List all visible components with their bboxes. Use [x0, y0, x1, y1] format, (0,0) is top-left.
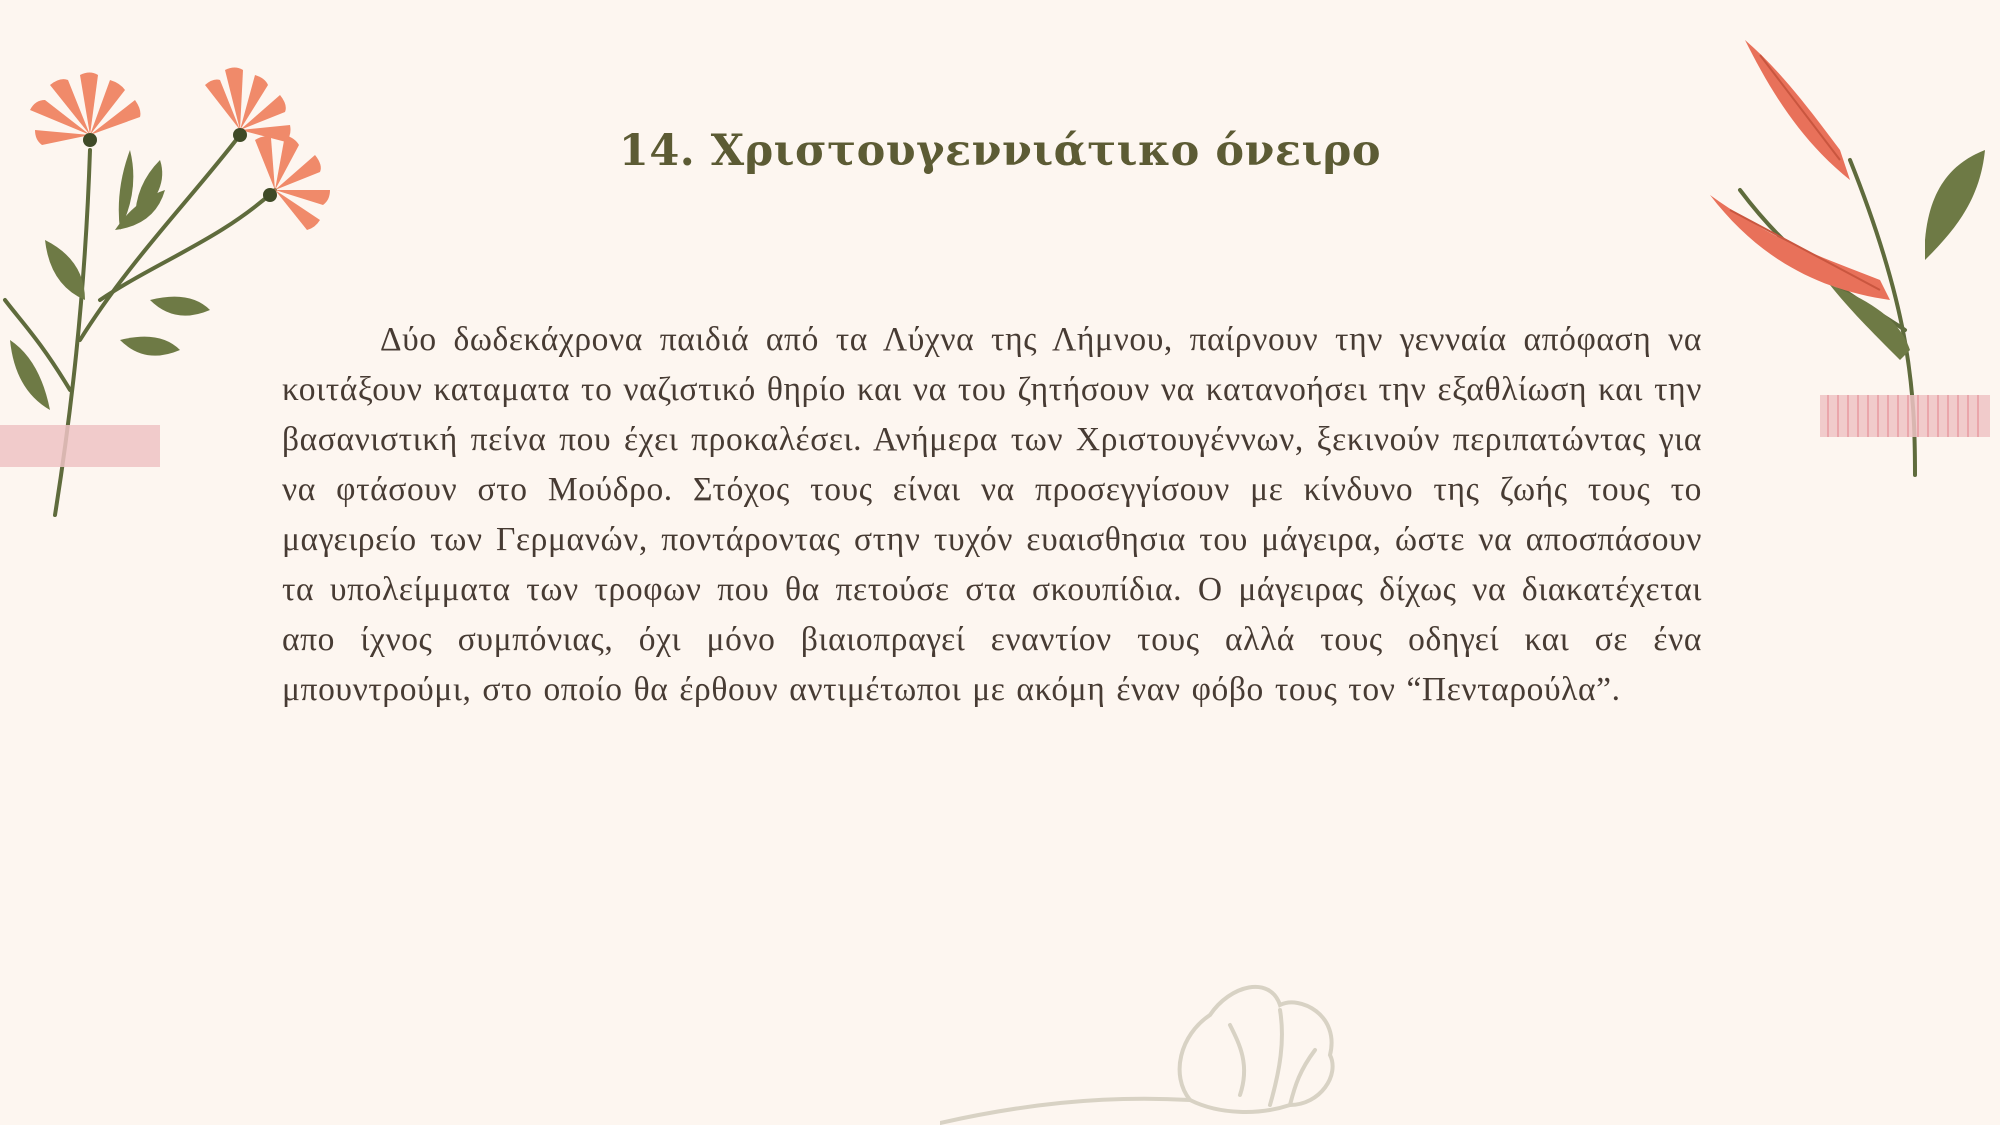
flower-sketch-illustration [940, 955, 1420, 1125]
page-title: 14. Χριστουγεννιάτικο όνειρο [618, 126, 1382, 176]
leaf-branch-illustration [1700, 30, 2000, 490]
story-paragraph: Δύο δωδεκάχρονα παιδιά από τα Λύχνα της Λήμνου, παίρνουν την γενναία απόφαση να κοιτάξουν καταματα το ναζιστικό θηρίο και να του ζητήσουν να κατανοήσει την εξαθλίωση και την βασανιστική πείνα που έχει προκαλέσει. Ανήμερα των Χριστουγέννων, ξεκινούν περιπατώντας για να φτάσουν στο Μούδρο. Στόχος τους είναι να προσεγγίσουν με κίνδυνο της ζωής τους το μαγειρείο των Γερμανών, ποντάροντας στην τυχόν ευαισθησια του μάγειρα, ώστε να αποσπάσουν τα υπολείμματα των τροφων που θα πετούσε στα σκουπίδια. Ο μάγειρας δίχως να διακατέχεται απο ίχνος συμπόνιας, όχι μόνο βιαιοπραγεί εναντίον τους αλλά τους οδηγεί και σε ένα μπουντρούμι, στο οποίο θα έρθουν αντιμέτωποι με ακόμη έναν φόβο τους τον “Πενταρούλα”. [282, 321, 1702, 708]
